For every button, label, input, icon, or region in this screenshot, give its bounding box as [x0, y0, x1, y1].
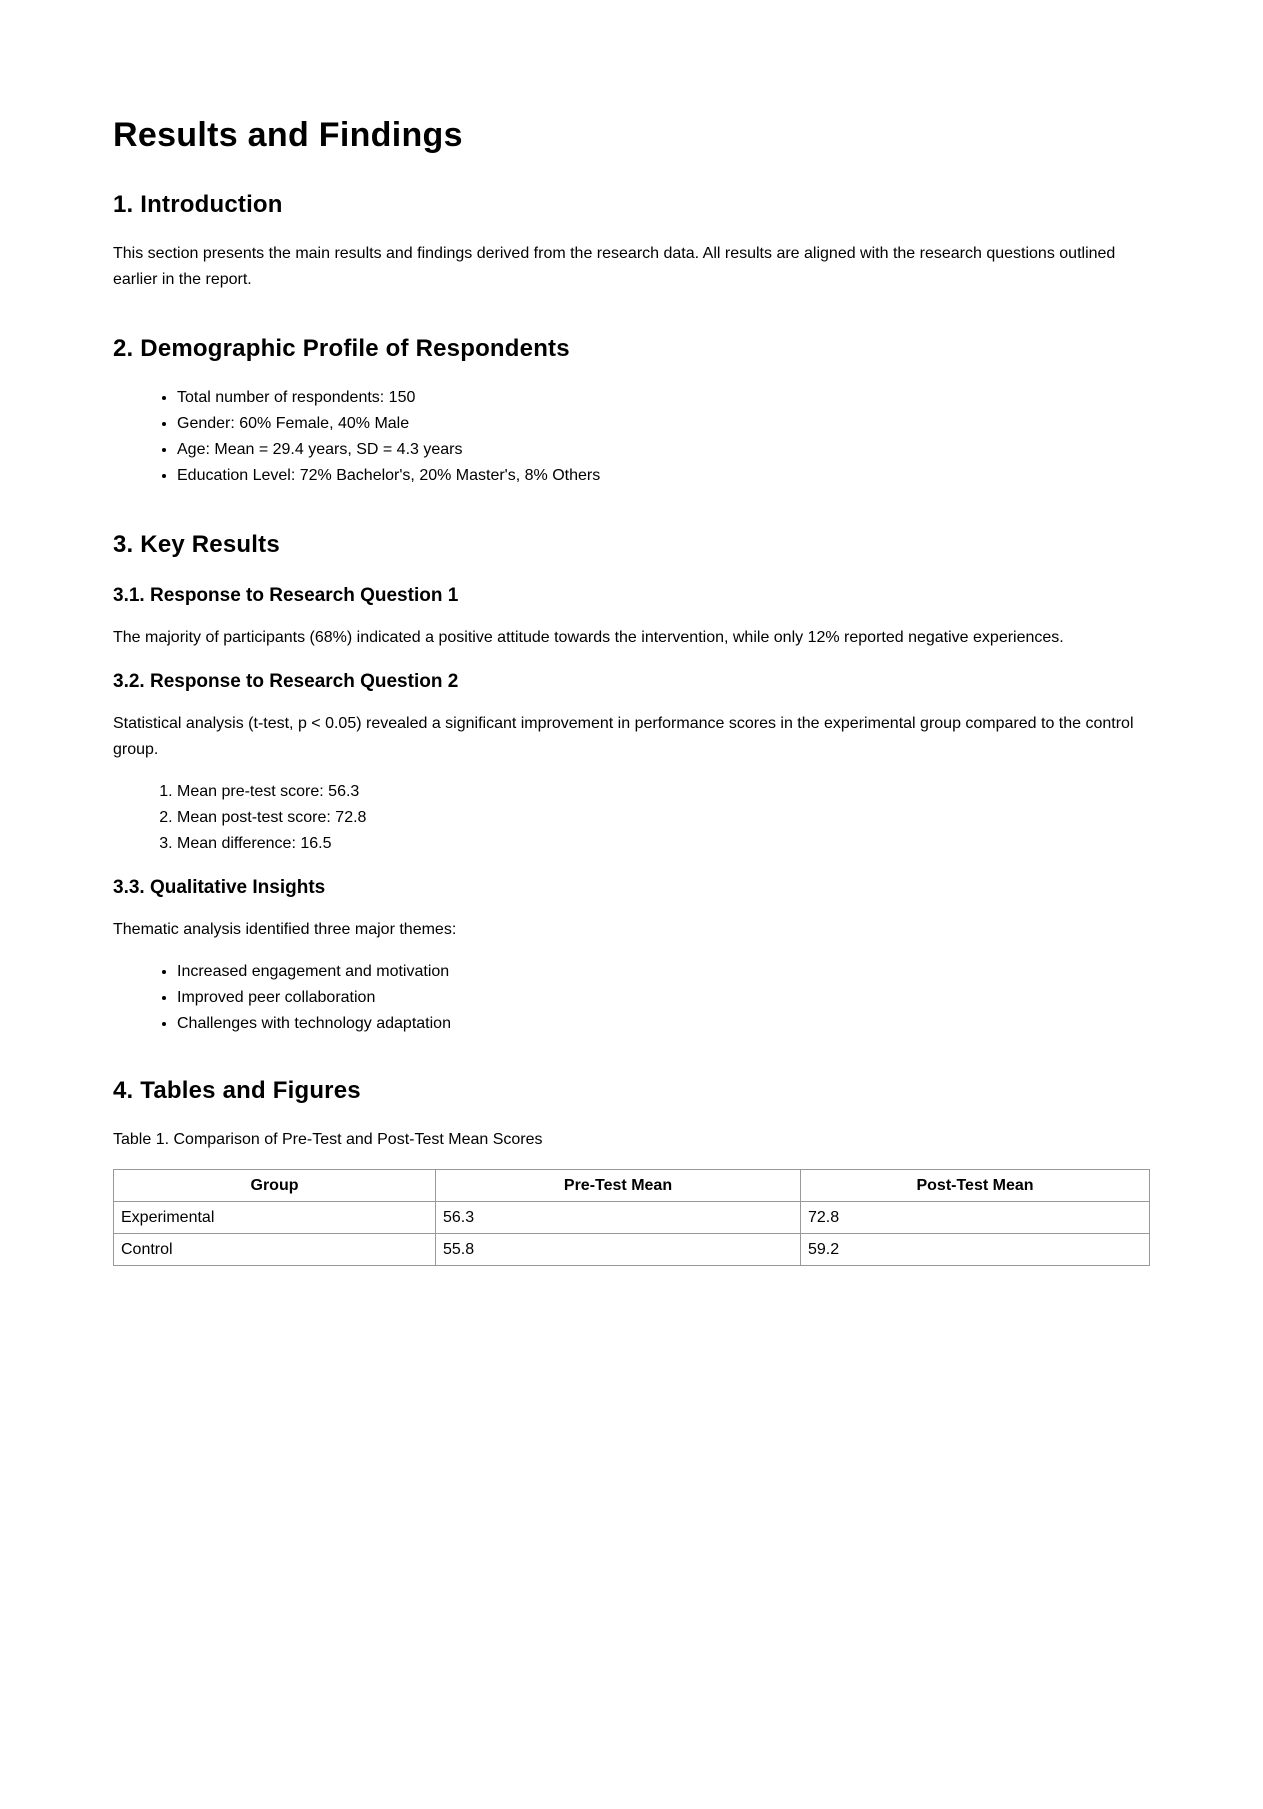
scores-table [113, 1169, 1150, 1266]
section-paragraph: This section presents the main results and findings derived from the research data. All results are aligned with the research questions outlined earlier in the report. [113, 245, 1116, 288]
list-item: • Education Level: 72% Bachelor's, 20% Master's, 8% Others [177, 463, 1150, 489]
subsection-heading: 3.3. Qualitative Insights [113, 877, 326, 898]
table-row [114, 1202, 1150, 1234]
section-introduction [113, 191, 1150, 293]
bullet-list [113, 385, 1150, 489]
subsection-heading: 3.2. Response to Research Question 2 [113, 671, 459, 692]
list-item: • Total number of respondents: 150 [177, 385, 1150, 411]
table-cell: 59.2 [801, 1234, 1150, 1266]
subsection-heading: 3.1. Response to Research Question 1 [113, 585, 459, 606]
table-header-row [114, 1170, 1150, 1202]
table-cell: 56.3 [436, 1202, 801, 1234]
numbered-list [113, 779, 1150, 857]
section-demographics [113, 335, 1150, 489]
section-heading: 2. Demographic Profile of Respondents [113, 335, 570, 362]
column-header-pre-test: Pre-Test Mean [436, 1170, 801, 1202]
table-cell: Control [114, 1234, 436, 1266]
list-item: • Improved peer collaboration [177, 985, 1150, 1011]
list-item: • Gender: 60% Female, 40% Male [177, 411, 1150, 437]
list-item: • Age: Mean = 29.4 years, SD = 4.3 years [177, 437, 1150, 463]
section-key-results [113, 531, 1150, 1037]
table-cell: 55.8 [436, 1234, 801, 1266]
section-heading: 3. Key Results [113, 531, 280, 558]
list-item: • Increased engagement and motivation [177, 959, 1150, 985]
section-paragraph: The majority of participants (68%) indicated a positive attitude towards the intervention, while only 12% reported negative experiences. [113, 629, 1064, 646]
table-row [114, 1234, 1150, 1266]
section-paragraph: Statistical analysis (t-test, p < 0.05) revealed a significant improvement in performance scores in the experimental group compared to the control group. [113, 715, 1134, 758]
section-heading: 4. Tables and Figures [113, 1077, 361, 1104]
column-header-post-test: Post-Test Mean [801, 1170, 1150, 1202]
list-item: 1. Mean pre-test score: 56.3 [177, 779, 1150, 805]
section-paragraph: Thematic analysis identified three major themes: [113, 921, 457, 938]
list-item: • Challenges with technology adaptation [177, 1011, 1150, 1037]
section-heading: 1. Introduction [113, 191, 283, 218]
table-cell: Experimental [114, 1202, 436, 1234]
table-cell: 72.8 [801, 1202, 1150, 1234]
list-item: 3. Mean difference: 16.5 [177, 831, 1150, 857]
subsection-rq2 [113, 671, 1150, 857]
bullet-list [113, 959, 1150, 1037]
list-item: 2. Mean post-test score: 72.8 [177, 805, 1150, 831]
table-caption: Table 1. Comparison of Pre-Test and Post-Test Mean Scores [113, 1131, 543, 1148]
section-tables [113, 1077, 1150, 1266]
subsection-rq1 [113, 585, 1150, 651]
page-title: Results and Findings [113, 116, 463, 154]
subsection-qualitative [113, 877, 1150, 1037]
column-header-group: Group [114, 1170, 436, 1202]
